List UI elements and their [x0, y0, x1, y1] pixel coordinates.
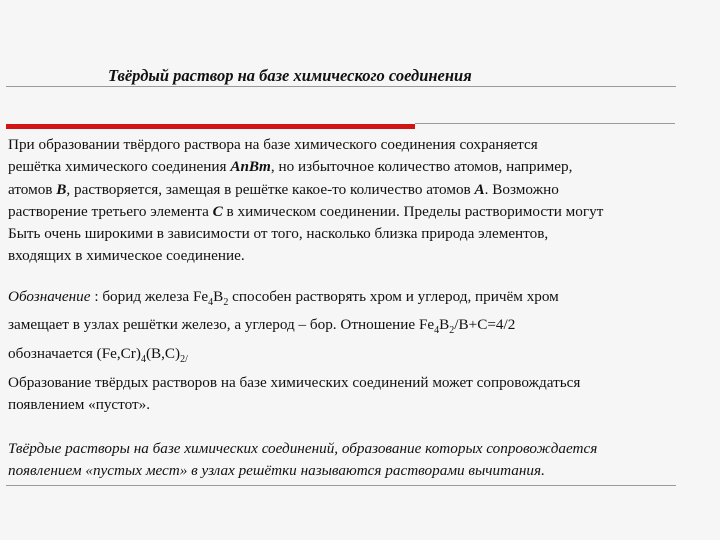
paragraph-notation: Обозначение : борид железа $Fe_4B_2$ способен растворять хром и углерод, причём хром замещает в узлах решётки железо, а углерод – бор. Отношение $Fe_4B_2/B+C=4/2$ обозначается $(Fe,Cr)_4(B,C)_{2/}$ — [8, 288, 559, 365]
slide-title: Твёрдый раствор на базе химического соединения — [108, 66, 472, 85]
accent-divider — [415, 123, 675, 124]
bottom-divider — [6, 485, 676, 486]
paragraph-voids: Образование твёрдых растворов на базе химических соединений может сопровождаться появлением «пустот». — [8, 374, 581, 414]
paragraph-definition: При образовании твёрдого раствора на базе химического соединения сохраняется решётка химического соединения AnBm, но избыточное количество атомов, например, атомов B, растворяется, замещая в решётке какое-то количество атомов A. Возможно растворение третьего элемента C в химическом соединении. Пределы растворимости могут Быть очень широкими в зависимости от того, насколько близка природа элементов, входящих в химическое соединение. — [8, 136, 604, 265]
paragraph-subtraction: Твёрдые растворы на базе химических соединений, образование которых сопровождается появлением «пустых мест» в узлах решётки называются растворами вычитания. — [8, 440, 598, 480]
top-divider — [6, 86, 676, 87]
accent-bar — [6, 124, 415, 129]
